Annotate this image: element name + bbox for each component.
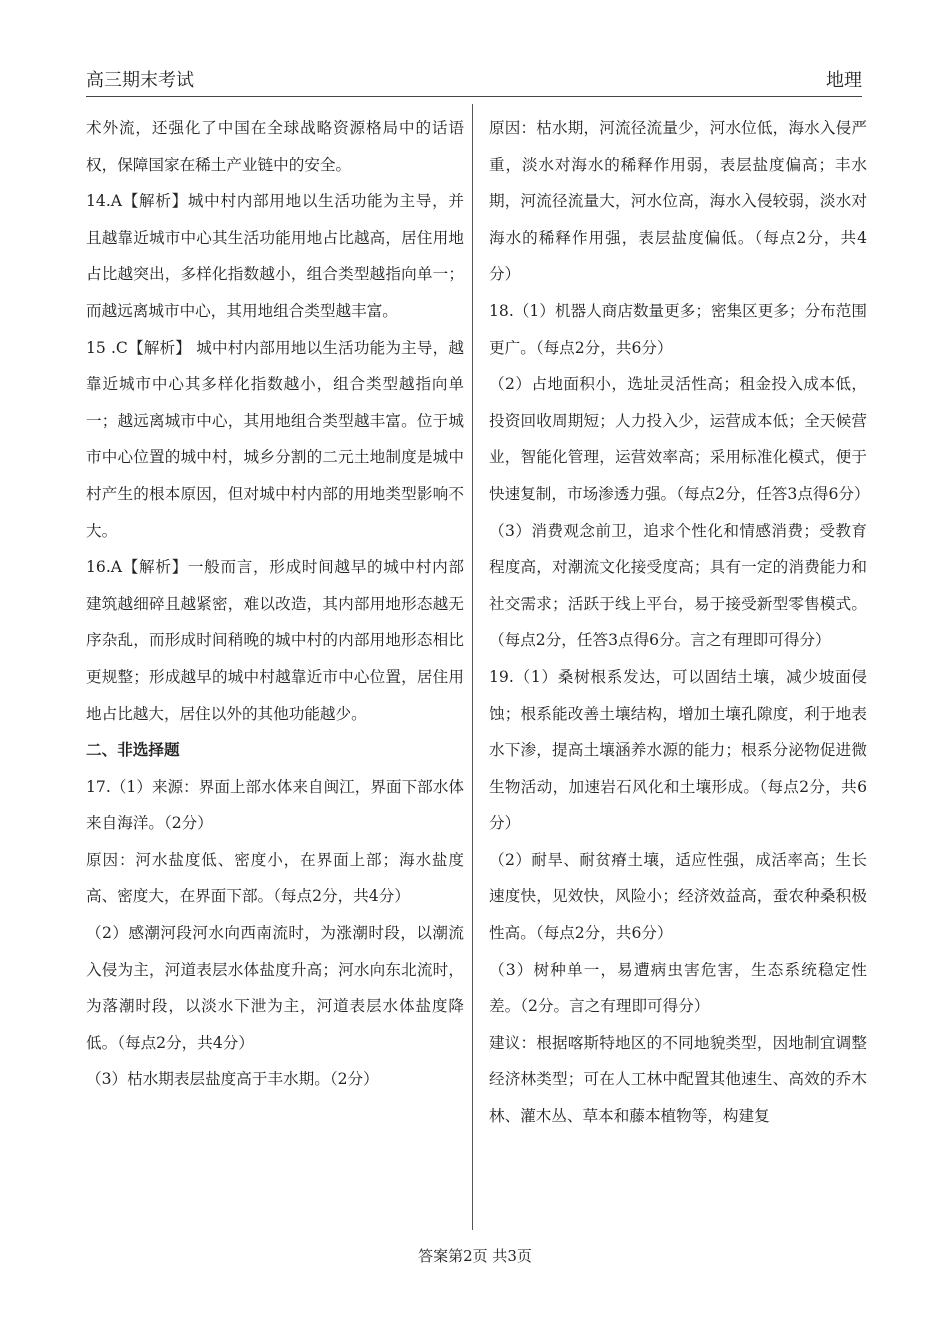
answer-q17-1-source: 17.（1）来源：界面上部水体来自闽江，界面下部水体来自海洋。（2分） xyxy=(86,777,464,833)
answer-q18-3: （3）消费观念前卫，追求个性化和情感消费；受教育程度高，对潮流文化接受度高；具有一定的消费能力和社交需求；活跃于线上平台，易于接受新型零售模式。（每点2分，任答3点得6分。言之有理即可得分） xyxy=(489,521,867,650)
subject-label: 地理 xyxy=(826,70,862,91)
right-column xyxy=(489,110,870,1135)
answer-q17-2: （2）感潮河段河水向西南流时，为涨潮时段，以潮流入侵为主，河道表层水体盐度升高；河水向东北流时，为落潮时段，以淡水下泄为主，河道表层水体盐度降低。（每点2分，共4分） xyxy=(86,924,464,1052)
column-divider xyxy=(472,104,473,1230)
exam-title: 高三期末考试 xyxy=(86,70,194,91)
answer-q14: 14.A【解析】城中村内部用地以生活功能为主导，并且越靠近城市中心其生活功能用地占比越高，居住用地占比越突出，多样化指数越小，组合类型越指向单一；而越远离城市中心，其用地组合类型越丰富。 xyxy=(86,192,464,320)
answer-q17-1-reason: 原因：河水盐度低、密度小，在界面上部；海水盐度高、密度大，在界面下部。（每点2分，共4分） xyxy=(86,850,464,906)
answer-q17-3-reason: 原因：枯水期，河流径流量少，河水位低，海水入侵严重，淡水对海水的稀释作用弱，表层盐度偏高；丰水期，河流径流量大，河水位高，海水入侵较弱，淡水对海水的稀释作用强，表层盐度偏低。（每点2分，共4分） xyxy=(489,119,867,284)
page-header xyxy=(86,70,862,97)
answer-q18-1: 18.（1）机器人商店数量更多；密集区更多；分布范围更广。（每点2分，共6分） xyxy=(489,301,867,357)
answer-q17-3: （3）枯水期表层盐度高于丰水期。（2分） xyxy=(86,1070,379,1089)
section-heading: 二、非选择题 xyxy=(86,740,180,760)
answer-q16: 16.A【解析】一般而言，形成时间越早的城中村内部建筑越细碎且越紧密，难以改造，其内部用地形态越无序杂乱，而形成时间稍晚的城中村的内部用地形态相比更规整；形成越早的城中村越靠近市中心位置，居住用地占比越大，居住以外的其他功能越少。 xyxy=(86,558,464,723)
answer-q19-2: （2）耐旱、耐贫瘠土壤，适应性强，成活率高；生长速度快，见效快，风险小；经济效益高，蚕农种桑积极性高。（每点2分，共6分） xyxy=(489,850,867,943)
paragraph: 术外流，还强化了中国在全球战略资源格局中的话语权，保障国家在稀土产业链中的安全。 xyxy=(86,119,464,174)
answer-q15: 15 .C【解析】 城中村内部用地以生活功能为主导，越靠近城市中心其多样化指数越小，组合类型越指向单一；越远离城市中心，其用地组合类型越丰富。位于城市中心位置的城中村，城乡分割的二元土地制度是城中村产生的根本原因，但对城中村内部的用地类型影响不大。 xyxy=(86,338,464,540)
answer-q18-2: （2）占地面积小，选址灵活性高；租金投入成本低，投资回收周期短；人力投入少，运营成本低；全天候营业，智能化管理，运营效率高；采用标准化模式，便于快速复制，市场渗透力强。（每点2分，任答3点得6分） xyxy=(489,375,870,503)
answer-q19-3-suggestion: 建议：根据喀斯特地区的不同地貌类型，因地制宜调整经济林类型；可在人工林中配置其他速生、高效的乔木林、灌木丛、草本和藤本植物等，构建复 xyxy=(489,1033,867,1126)
page-footer: 答案第2页 共3页 xyxy=(418,1247,532,1265)
left-column xyxy=(86,110,464,1098)
answer-q19-3: （3）树种单一，易遭病虫害危害，生态系统稳定性差。（2分。言之有理即可得分） xyxy=(489,960,867,1016)
answer-q19-1: 19.（1）桑树根系发达，可以固结土壤，减少坡面侵蚀；根系能改善土壤结构，增加土壤孔隙度，利于地表水下渗，提高土壤涵养水源的能力；根系分泌物促进微生物活动，加速岩石风化和土壤形成。（每点2分，共6分） xyxy=(489,667,867,833)
